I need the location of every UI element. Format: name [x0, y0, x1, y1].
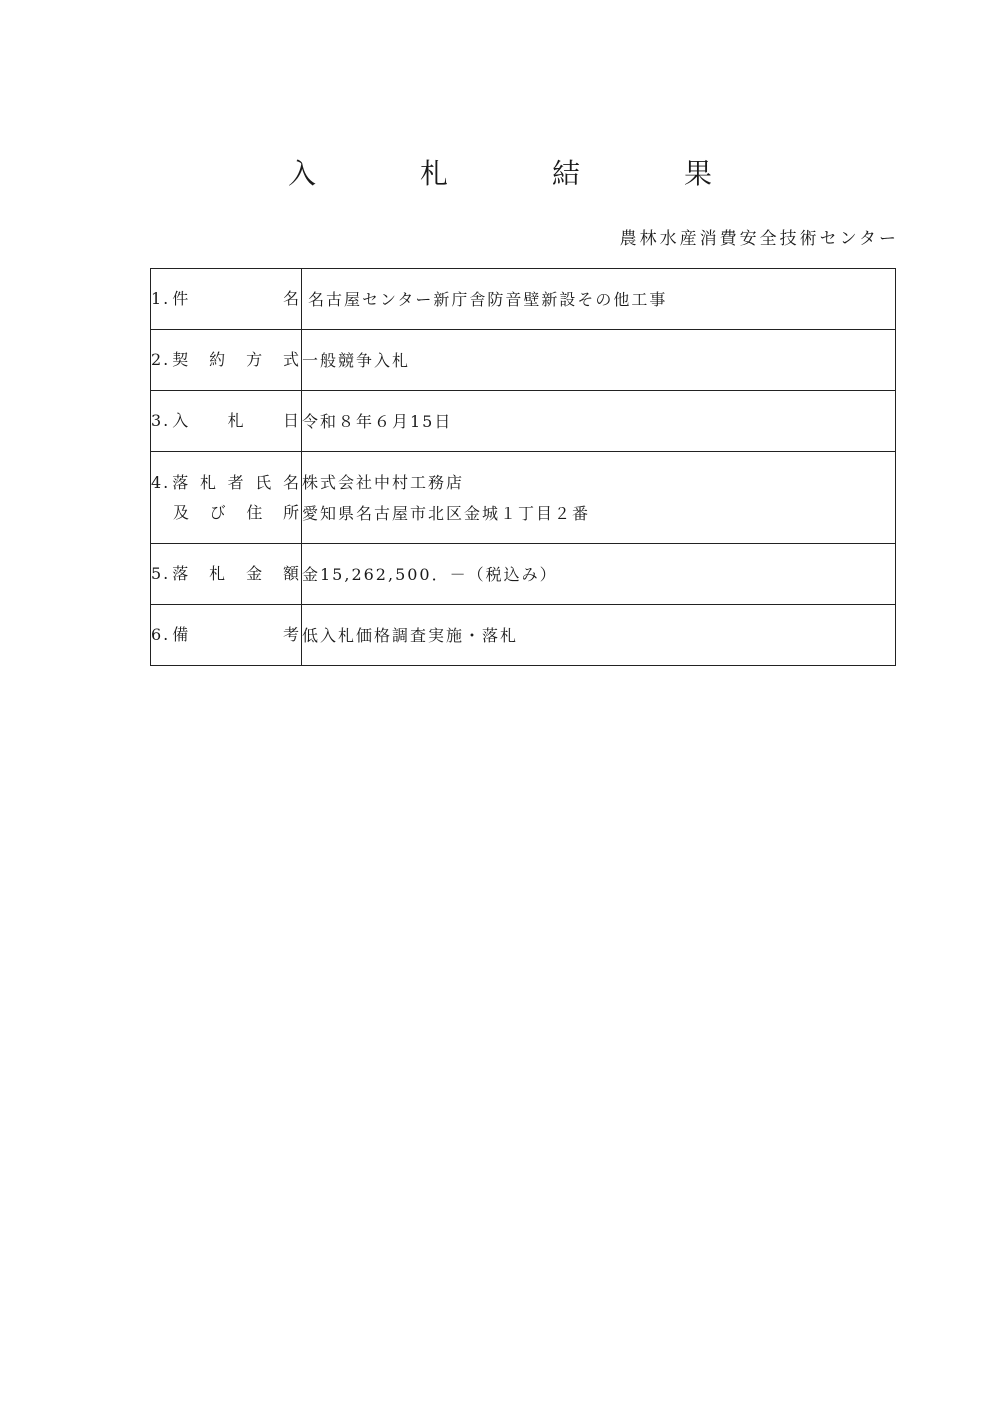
table-row-subject — [151, 269, 896, 330]
label-char: 額 — [282, 564, 301, 583]
row-number: 1. — [151, 289, 171, 308]
amount-value: 金15,262,500．－（税込み） — [302, 544, 896, 605]
label-char: 札 — [199, 472, 218, 492]
table-row-amount — [151, 544, 896, 605]
label-char: 備 — [172, 625, 191, 644]
bid-date-value: 令和８年６月15日 — [302, 391, 896, 452]
label-char: 落 — [172, 564, 191, 583]
row-label-bid-date — [151, 391, 302, 452]
label-text — [172, 406, 301, 436]
label-text — [172, 468, 301, 498]
label-text — [172, 620, 301, 650]
subject-value: 名古屋センター新庁舎防音壁新設その他工事 — [302, 269, 896, 330]
table-row-bid-date — [151, 391, 896, 452]
row-label-remarks — [151, 605, 302, 666]
contract-method-value: 一般競争入札 — [302, 330, 896, 391]
row-number: 4. — [151, 472, 171, 492]
label-char: 札 — [209, 564, 228, 583]
page-title: 入 札 結 果 — [287, 157, 750, 190]
label-char: 札 — [227, 411, 246, 430]
label-char: 住 — [246, 502, 265, 522]
label-char: 及 — [173, 502, 192, 522]
row-label-contract-method — [151, 330, 302, 391]
label-char: 者 — [227, 472, 246, 492]
label-text — [172, 284, 301, 314]
table-row-winner — [151, 452, 896, 544]
winner-value — [302, 452, 896, 544]
organization-name: 農林水産消費安全技術センター — [619, 229, 899, 249]
label-char: 式 — [282, 350, 301, 369]
label-char: 氏 — [255, 472, 274, 492]
label-char: 考 — [282, 625, 301, 644]
row-label-winner — [151, 452, 302, 544]
label-text — [172, 345, 301, 375]
row-label-amount — [151, 544, 302, 605]
label-char: 入 — [172, 411, 191, 430]
label-char: 日 — [282, 411, 301, 430]
table-row-remarks — [151, 605, 896, 666]
label-char: 金 — [246, 564, 265, 583]
winner-address: 愛知県名古屋市北区金城１丁目２番 — [302, 503, 591, 523]
label-text-2 — [173, 498, 301, 528]
label-char: 名 — [282, 472, 301, 492]
label-text — [172, 559, 301, 589]
label-char: 件 — [172, 289, 191, 308]
row-number: 3. — [151, 411, 171, 430]
label-char: 名 — [282, 289, 301, 308]
table-row-contract-method — [151, 330, 896, 391]
bid-result-table — [150, 268, 896, 666]
row-number: 6. — [151, 625, 171, 644]
label-char: び — [209, 502, 228, 522]
winner-company: 株式会社中村工務店 — [302, 472, 465, 492]
label-char: 約 — [209, 350, 228, 369]
label-char: 方 — [246, 350, 265, 369]
row-number: 2. — [151, 350, 171, 369]
label-char: 契 — [172, 350, 191, 369]
label-char: 所 — [282, 502, 301, 522]
remarks-value: 低入札価格調査実施・落札 — [302, 605, 896, 666]
label-char: 落 — [172, 472, 191, 492]
row-number: 5. — [151, 564, 171, 583]
row-label-subject — [151, 269, 302, 330]
